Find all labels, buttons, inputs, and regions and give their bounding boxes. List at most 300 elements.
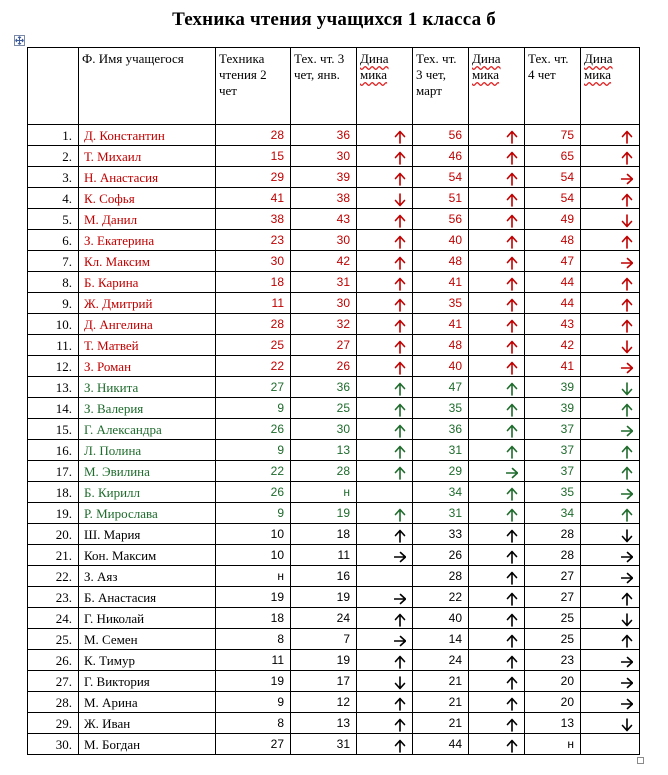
student-name: Б. Карина: [79, 272, 216, 293]
arrow-right-icon: [621, 676, 633, 690]
student-name: Б. Анастасия: [79, 587, 216, 608]
dynamics-2-arrow: [469, 419, 525, 440]
row-number: 8.: [28, 272, 79, 293]
arrow-right-icon: [621, 172, 633, 186]
student-name: М. Арина: [79, 692, 216, 713]
arrow-up-icon: [394, 739, 406, 753]
tech4-value: 39: [525, 398, 581, 419]
student-name: К. Софья: [79, 188, 216, 209]
row-number: 7.: [28, 251, 79, 272]
tech4-value: 47: [525, 251, 581, 272]
tech2-value: 23: [216, 230, 291, 251]
tech4-value: 54: [525, 167, 581, 188]
row-number: 1.: [28, 125, 79, 146]
arrow-up-icon: [621, 277, 633, 291]
tech2-value: 26: [216, 482, 291, 503]
student-name: Г. Николай: [79, 608, 216, 629]
dynamics-3-arrow: [581, 692, 640, 713]
dynamics-3-arrow: [581, 587, 640, 608]
arrow-up-icon: [621, 508, 633, 522]
dynamics-2-arrow: [469, 230, 525, 251]
tech2-value: 30: [216, 251, 291, 272]
arrow-up-icon: [506, 592, 518, 606]
tech2-value: 10: [216, 545, 291, 566]
table-row: [28, 482, 640, 503]
dynamics-2-arrow: [469, 188, 525, 209]
arrow-up-icon: [394, 172, 406, 186]
dynamics-3-arrow: [581, 398, 640, 419]
header-tech3-mar: Тех. чт. 3 чет, март: [413, 48, 469, 125]
row-number: 5.: [28, 209, 79, 230]
tech3-jan-value: 11: [291, 545, 357, 566]
arrow-up-icon: [394, 340, 406, 354]
dynamics-1-arrow: [357, 608, 413, 629]
arrow-down-icon: [394, 676, 406, 690]
dynamics-3-arrow: [581, 125, 640, 146]
dynamics-2-arrow: [469, 293, 525, 314]
tech3-jan-value: 31: [291, 734, 357, 755]
dynamics-2-arrow: [469, 650, 525, 671]
tech3-mar-value: 21: [413, 713, 469, 734]
tech4-value: 39: [525, 377, 581, 398]
dynamics-1-arrow: [357, 545, 413, 566]
arrow-up-icon: [394, 130, 406, 144]
arrow-up-icon: [506, 235, 518, 249]
dynamics-1-arrow: [357, 293, 413, 314]
dynamics-3-arrow: [581, 461, 640, 482]
dynamics-2-arrow: [469, 734, 525, 755]
header-tech4: Тех. чт. 4 чет: [525, 48, 581, 125]
tech4-value: 37: [525, 440, 581, 461]
arrow-up-icon: [506, 214, 518, 228]
row-number: 30.: [28, 734, 79, 755]
table-row: [28, 314, 640, 335]
row-number: 19.: [28, 503, 79, 524]
tech2-value: 26: [216, 419, 291, 440]
dynamics-1-arrow: [357, 503, 413, 524]
arrow-up-icon: [621, 445, 633, 459]
table-row: [28, 167, 640, 188]
arrow-up-icon: [621, 298, 633, 312]
tech2-value: 11: [216, 650, 291, 671]
row-number: 22.: [28, 566, 79, 587]
table-row: [28, 377, 640, 398]
arrow-up-icon: [621, 151, 633, 165]
table-row: [28, 713, 640, 734]
tech3-mar-value: 51: [413, 188, 469, 209]
arrow-up-icon: [394, 529, 406, 543]
table-row: [28, 419, 640, 440]
table-row: [28, 545, 640, 566]
table-row: [28, 692, 640, 713]
dynamics-1-arrow: [357, 734, 413, 755]
student-name: Т. Михаил: [79, 146, 216, 167]
student-name: Ш. Мария: [79, 524, 216, 545]
tech3-jan-value: 30: [291, 146, 357, 167]
student-name: Р. Мирослава: [79, 503, 216, 524]
arrow-up-icon: [506, 403, 518, 417]
dynamics-2-arrow: [469, 377, 525, 398]
row-number: 2.: [28, 146, 79, 167]
tech3-mar-value: 44: [413, 734, 469, 755]
dynamics-1-arrow: [357, 440, 413, 461]
tech4-value: 25: [525, 608, 581, 629]
table-row: [28, 734, 640, 755]
arrow-down-icon: [621, 340, 633, 354]
student-name: Д. Константин: [79, 125, 216, 146]
tech4-value: 25: [525, 629, 581, 650]
tech2-value: 8: [216, 713, 291, 734]
student-name: Т. Матвей: [79, 335, 216, 356]
row-number: 13.: [28, 377, 79, 398]
dynamics-2-arrow: [469, 482, 525, 503]
tech4-value: 49: [525, 209, 581, 230]
student-name: М. Богдан: [79, 734, 216, 755]
tech3-mar-value: 14: [413, 629, 469, 650]
header-tech3-jan: Тех. чт. 3 чет, янв.: [291, 48, 357, 125]
dynamics-3-arrow: [581, 314, 640, 335]
tech2-value: 38: [216, 209, 291, 230]
tech4-value: 28: [525, 524, 581, 545]
student-name: З. Роман: [79, 356, 216, 377]
tech3-jan-value: 13: [291, 440, 357, 461]
arrow-up-icon: [621, 319, 633, 333]
dynamics-1-arrow: [357, 566, 413, 587]
tech3-jan-value: 27: [291, 335, 357, 356]
dynamics-1-arrow: [357, 692, 413, 713]
dynamics-1-arrow: [357, 713, 413, 734]
table-row: [28, 188, 640, 209]
tech3-jan-value: 30: [291, 293, 357, 314]
arrow-right-icon: [394, 550, 406, 564]
dynamics-2-arrow: [469, 587, 525, 608]
tech3-jan-value: 16: [291, 566, 357, 587]
table-row: [28, 209, 640, 230]
tech4-value: 37: [525, 419, 581, 440]
arrow-down-icon: [621, 214, 633, 228]
header-dynamics-3: Дина мика: [581, 48, 640, 125]
tech2-value: 27: [216, 734, 291, 755]
arrow-up-icon: [394, 424, 406, 438]
arrow-right-icon: [621, 655, 633, 669]
arrow-up-icon: [506, 277, 518, 291]
arrow-up-icon: [506, 571, 518, 585]
arrow-up-icon: [621, 466, 633, 480]
arrow-down-icon: [621, 613, 633, 627]
arrow-up-icon: [394, 613, 406, 627]
tech2-value: 9: [216, 440, 291, 461]
tech3-jan-value: 28: [291, 461, 357, 482]
arrow-up-icon: [394, 151, 406, 165]
table-move-handle-icon[interactable]: [14, 35, 25, 46]
row-number: 9.: [28, 293, 79, 314]
table-row: [28, 587, 640, 608]
tech2-value: 8: [216, 629, 291, 650]
table-row: [28, 125, 640, 146]
tech3-mar-value: 47: [413, 377, 469, 398]
tech2-value: 18: [216, 272, 291, 293]
arrow-up-icon: [394, 718, 406, 732]
arrow-up-icon: [394, 214, 406, 228]
student-name: К. Тимур: [79, 650, 216, 671]
tech3-jan-value: 19: [291, 650, 357, 671]
student-name: Кон. Максим: [79, 545, 216, 566]
dynamics-3-arrow: [581, 167, 640, 188]
table-row: [28, 398, 640, 419]
dynamics-2-arrow: [469, 314, 525, 335]
tech2-value: 9: [216, 692, 291, 713]
arrow-up-icon: [394, 298, 406, 312]
tech2-value: 28: [216, 125, 291, 146]
arrow-up-icon: [394, 445, 406, 459]
page-title: Техника чтения учащихся 1 класса б: [172, 9, 496, 30]
row-number: 24.: [28, 608, 79, 629]
arrow-down-icon: [621, 382, 633, 396]
tech4-value: 35: [525, 482, 581, 503]
tech2-value: 9: [216, 398, 291, 419]
dynamics-1-arrow: [357, 188, 413, 209]
arrow-right-icon: [394, 592, 406, 606]
dynamics-3-arrow: [581, 146, 640, 167]
tech2-value: 10: [216, 524, 291, 545]
tech2-value: 29: [216, 167, 291, 188]
tech3-mar-value: 24: [413, 650, 469, 671]
table-row: [28, 503, 640, 524]
student-name: М. Данил: [79, 209, 216, 230]
tech2-value: 41: [216, 188, 291, 209]
dynamics-2-arrow: [469, 167, 525, 188]
reading-technique-table: [27, 47, 640, 755]
dynamics-1-arrow: [357, 587, 413, 608]
dynamics-1-arrow: [357, 125, 413, 146]
tech3-jan-value: 30: [291, 419, 357, 440]
tech3-mar-value: 41: [413, 272, 469, 293]
dynamics-3-arrow: [581, 734, 640, 755]
dynamics-1-arrow: [357, 167, 413, 188]
arrow-up-icon: [506, 718, 518, 732]
dynamics-1-arrow: [357, 251, 413, 272]
row-number: 10.: [28, 314, 79, 335]
tech3-jan-value: 38: [291, 188, 357, 209]
student-name: Ж. Иван: [79, 713, 216, 734]
table-header-row: [28, 48, 640, 125]
tech3-mar-value: 26: [413, 545, 469, 566]
dynamics-3-arrow: [581, 608, 640, 629]
tech2-value: 22: [216, 461, 291, 482]
tech3-mar-value: 40: [413, 356, 469, 377]
student-name: З. Аяз: [79, 566, 216, 587]
arrow-up-icon: [506, 130, 518, 144]
dynamics-3-arrow: [581, 671, 640, 692]
tech3-jan-value: 39: [291, 167, 357, 188]
student-name: Ж. Дмитрий: [79, 293, 216, 314]
row-number: 3.: [28, 167, 79, 188]
table-row: [28, 356, 640, 377]
table-row: [28, 524, 640, 545]
dynamics-2-arrow: [469, 545, 525, 566]
tech4-value: 75: [525, 125, 581, 146]
arrow-right-icon: [394, 634, 406, 648]
table-row: [28, 461, 640, 482]
tech3-mar-value: 21: [413, 671, 469, 692]
dynamics-2-arrow: [469, 125, 525, 146]
tech2-value: 28: [216, 314, 291, 335]
tech3-mar-value: 48: [413, 251, 469, 272]
row-number: 25.: [28, 629, 79, 650]
arrow-up-icon: [394, 235, 406, 249]
table-row: [28, 251, 640, 272]
tech2-value: 9: [216, 503, 291, 524]
student-name: Б. Кирилл: [79, 482, 216, 503]
table-row: [28, 650, 640, 671]
arrow-up-icon: [506, 298, 518, 312]
table-row: [28, 230, 640, 251]
row-number: 15.: [28, 419, 79, 440]
arrow-up-icon: [394, 403, 406, 417]
arrow-up-icon: [394, 655, 406, 669]
tech3-mar-value: 40: [413, 230, 469, 251]
arrow-up-icon: [506, 319, 518, 333]
tech3-jan-value: 36: [291, 125, 357, 146]
tech3-jan-value: 30: [291, 230, 357, 251]
dynamics-3-arrow: [581, 482, 640, 503]
arrow-up-icon: [621, 403, 633, 417]
tech3-jan-value: 7: [291, 629, 357, 650]
tech3-jan-value: 24: [291, 608, 357, 629]
arrow-up-icon: [394, 382, 406, 396]
arrow-up-icon: [394, 277, 406, 291]
arrow-right-icon: [621, 256, 633, 270]
table-row: [28, 146, 640, 167]
dynamics-3-arrow: [581, 293, 640, 314]
dynamics-3-arrow: [581, 419, 640, 440]
tech3-jan-value: 31: [291, 272, 357, 293]
dynamics-2-arrow: [469, 146, 525, 167]
dynamics-1-arrow: [357, 419, 413, 440]
dynamics-2-arrow: [469, 692, 525, 713]
tech2-value: 22: [216, 356, 291, 377]
row-number: 4.: [28, 188, 79, 209]
arrow-up-icon: [506, 445, 518, 459]
tech4-value: 65: [525, 146, 581, 167]
tech4-value: 37: [525, 461, 581, 482]
arrow-up-icon: [506, 340, 518, 354]
student-name: Г. Виктория: [79, 671, 216, 692]
arrow-right-icon: [621, 487, 633, 501]
tech3-jan-value: 17: [291, 671, 357, 692]
dynamics-1-arrow: [357, 146, 413, 167]
dynamics-2-arrow: [469, 335, 525, 356]
tech3-jan-value: 13: [291, 713, 357, 734]
arrow-up-icon: [506, 382, 518, 396]
arrow-down-icon: [394, 193, 406, 207]
student-name: М. Семен: [79, 629, 216, 650]
arrow-up-icon: [506, 529, 518, 543]
arrow-up-icon: [621, 193, 633, 207]
arrow-up-icon: [621, 130, 633, 144]
table-resize-handle[interactable]: [637, 757, 644, 764]
dynamics-2-arrow: [469, 356, 525, 377]
arrow-up-icon: [506, 424, 518, 438]
tech4-value: 20: [525, 671, 581, 692]
dynamics-3-arrow: [581, 545, 640, 566]
tech2-value: 25: [216, 335, 291, 356]
tech3-mar-value: 34: [413, 482, 469, 503]
student-name: З. Валерия: [79, 398, 216, 419]
tech4-value: 44: [525, 272, 581, 293]
arrow-up-icon: [506, 550, 518, 564]
tech3-jan-value: 12: [291, 692, 357, 713]
arrow-up-icon: [394, 508, 406, 522]
dynamics-3-arrow: [581, 272, 640, 293]
tech3-jan-value: 26: [291, 356, 357, 377]
tech4-value: 13: [525, 713, 581, 734]
dynamics-3-arrow: [581, 650, 640, 671]
tech3-jan-value: 25: [291, 398, 357, 419]
tech3-mar-value: 54: [413, 167, 469, 188]
tech4-value: 34: [525, 503, 581, 524]
tech2-value: н: [216, 566, 291, 587]
dynamics-1-arrow: [357, 650, 413, 671]
tech3-mar-value: 22: [413, 587, 469, 608]
dynamics-3-arrow: [581, 713, 640, 734]
dynamics-2-arrow: [469, 713, 525, 734]
arrow-up-icon: [506, 739, 518, 753]
dynamics-2-arrow: [469, 566, 525, 587]
dynamics-3-arrow: [581, 440, 640, 461]
table-row: [28, 272, 640, 293]
header-name: Ф. Имя учащегося: [79, 48, 216, 125]
arrow-right-icon: [621, 361, 633, 375]
tech2-value: 11: [216, 293, 291, 314]
arrow-up-icon: [506, 508, 518, 522]
row-number: 29.: [28, 713, 79, 734]
row-number: 27.: [28, 671, 79, 692]
arrow-up-icon: [506, 487, 518, 501]
arrow-up-icon: [621, 592, 633, 606]
tech3-jan-value: 19: [291, 587, 357, 608]
row-number: 14.: [28, 398, 79, 419]
table-row: [28, 629, 640, 650]
tech4-value: 27: [525, 566, 581, 587]
header-number: [28, 48, 79, 125]
table-row: [28, 335, 640, 356]
dynamics-1-arrow: [357, 335, 413, 356]
row-number: 16.: [28, 440, 79, 461]
arrow-right-icon: [621, 424, 633, 438]
table-row: [28, 566, 640, 587]
table-row: [28, 671, 640, 692]
tech3-mar-value: 29: [413, 461, 469, 482]
dynamics-2-arrow: [469, 608, 525, 629]
tech3-mar-value: 21: [413, 692, 469, 713]
tech3-mar-value: 28: [413, 566, 469, 587]
dynamics-2-arrow: [469, 272, 525, 293]
arrow-up-icon: [621, 235, 633, 249]
dynamics-3-arrow: [581, 335, 640, 356]
tech3-jan-value: 43: [291, 209, 357, 230]
row-number: 23.: [28, 587, 79, 608]
dynamics-2-arrow: [469, 503, 525, 524]
dynamics-1-arrow: [357, 230, 413, 251]
tech3-jan-value: 19: [291, 503, 357, 524]
dynamics-2-arrow: [469, 461, 525, 482]
row-number: 26.: [28, 650, 79, 671]
arrow-up-icon: [506, 697, 518, 711]
table-row: [28, 608, 640, 629]
tech3-jan-value: 36: [291, 377, 357, 398]
dynamics-2-arrow: [469, 209, 525, 230]
